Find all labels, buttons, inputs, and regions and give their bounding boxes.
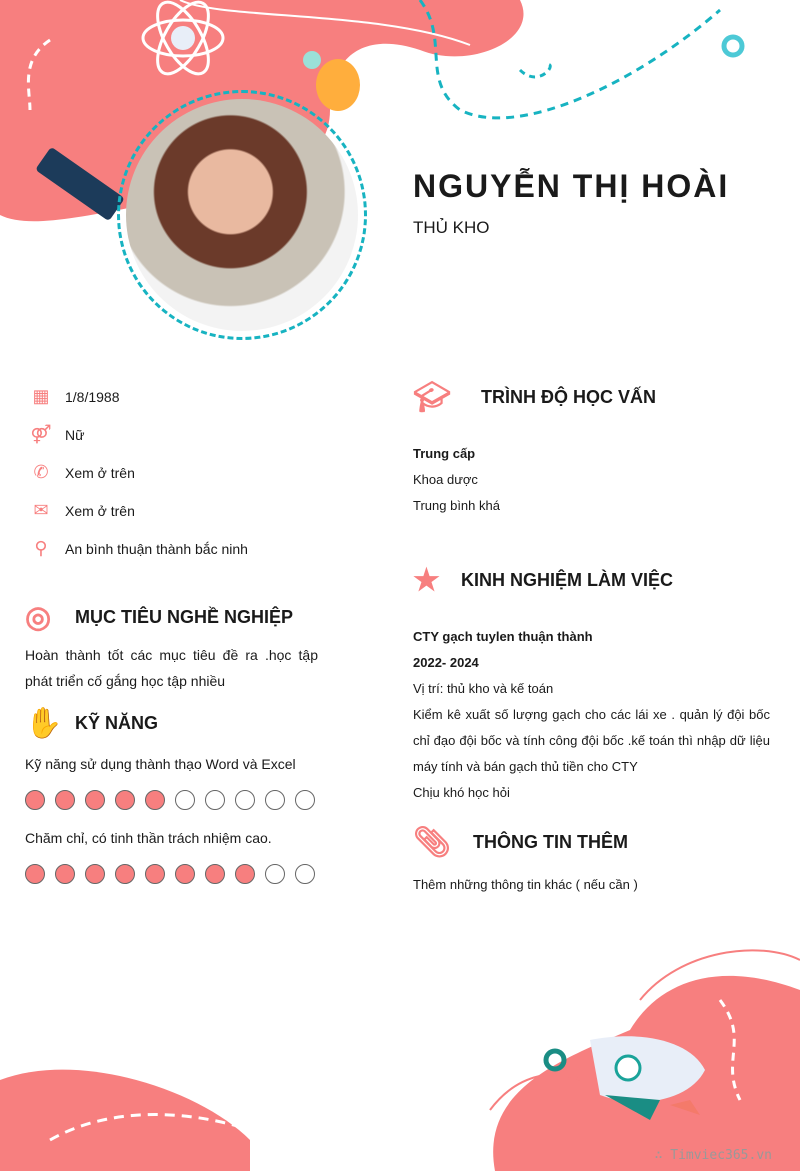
contact-address: [30, 538, 248, 559]
objective-title: MỤC TIÊU NGHỀ NGHIỆP: [75, 607, 294, 627]
target-icon: ◎: [25, 601, 52, 634]
email-icon: ✉: [33, 500, 49, 520]
job-title: THỦ KHO: [413, 218, 490, 237]
contact-dob: [30, 386, 120, 407]
experience-position: Vị trí: thủ kho và kế toán: [413, 681, 554, 696]
rating-dot-filled: [115, 864, 135, 884]
graduation-cap-icon: 🎓︎: [413, 381, 452, 414]
skill-rating: [25, 790, 315, 810]
additional-heading: [413, 825, 628, 860]
rating-dot-filled: [55, 790, 75, 810]
hand-icon: ✋: [25, 707, 63, 740]
phone-icon: ✆: [33, 462, 49, 482]
watermark: ∴ Timviec365.vn: [654, 1148, 772, 1163]
star-icon: ★: [413, 564, 440, 597]
education-heading: [413, 380, 656, 415]
rating-dot-filled: [25, 864, 45, 884]
additional-text: Thêm những thông tin khác ( nếu cần ): [413, 877, 638, 892]
education-grade: Trung bình khá: [413, 498, 500, 513]
rating-dot-filled: [25, 790, 45, 810]
experience-company: CTY gạch tuylen thuận thành: [413, 629, 593, 644]
rating-dot-empty: [295, 790, 315, 810]
contact-phone: [30, 462, 135, 483]
education-title: TRÌNH ĐỘ HỌC VẤN: [481, 387, 656, 407]
rating-dot-filled: [145, 864, 165, 884]
objective-text: Hoàn thành tốt các mục tiêu đề ra .học tập phát triển cố gắng học tập nhiều: [25, 647, 318, 689]
experience-heading: [413, 563, 673, 598]
contact-gender: [30, 424, 84, 445]
atom-icon: [171, 26, 195, 50]
paperclip-icon: 📎︎: [413, 826, 452, 859]
rating-dot-empty: [175, 790, 195, 810]
experience-title: KINH NGHIỆM LÀM VIỆC: [461, 570, 674, 590]
email-text: Xem ở trên: [65, 502, 135, 519]
rating-dot-filled: [235, 864, 255, 884]
skill-name: Chăm chỉ, có tinh thần trách nhiệm cao.: [25, 830, 272, 846]
education-block: [413, 441, 500, 519]
skills-title: KỸ NĂNG: [75, 713, 159, 733]
rating-dot-filled: [55, 864, 75, 884]
experience-period: 2022- 2024: [413, 655, 479, 670]
experience-description: Kiểm kê xuất số lượng gạch cho các lái xe . quản lý đội bốc chỉ đạo đội bốc và tính công đội bốc .kế toán thì nhập dữ liệu máy tính và bán gạch thủ tiền cho CTY: [413, 707, 770, 774]
phone-text: Xem ở trên: [65, 464, 135, 481]
rating-dot-filled: [115, 790, 135, 810]
contact-email: [30, 500, 135, 521]
rating-dot-filled: [145, 790, 165, 810]
rating-dot-empty: [265, 864, 285, 884]
rating-dot-filled: [85, 864, 105, 884]
skill-name: Kỹ năng sử dụng thành thạo Word và Excel: [25, 756, 296, 772]
gender-icon: ⚤: [30, 424, 52, 444]
rating-dot-filled: [85, 790, 105, 810]
additional-title: THÔNG TIN THÊM: [473, 832, 628, 852]
calendar-icon: ▦: [32, 386, 50, 406]
candidate-name: NGUYỄN THỊ HOÀI: [413, 168, 730, 204]
lightbulb-icon: [316, 59, 360, 111]
experience-block: [413, 624, 770, 806]
education-major: Khoa dược: [413, 472, 478, 487]
objective-heading: [25, 600, 293, 635]
rating-dot-empty: [265, 790, 285, 810]
gender-text: Nữ: [65, 426, 85, 443]
rating-dot-filled: [175, 864, 195, 884]
skill-rating: [25, 864, 315, 884]
rating-dot-filled: [205, 864, 225, 884]
skills-heading: [25, 706, 158, 741]
location-icon: ⚲: [34, 538, 48, 558]
rating-dot-empty: [235, 790, 255, 810]
education-level: Trung cấp: [413, 446, 476, 461]
rating-dot-empty: [205, 790, 225, 810]
address-text: An bình thuận thành bắc ninh: [65, 540, 248, 557]
profile-photo: [117, 90, 367, 340]
dob-text: 1/8/1988: [65, 388, 120, 405]
rating-dot-empty: [295, 864, 315, 884]
experience-note: Chịu khó học hỏi: [413, 785, 510, 800]
